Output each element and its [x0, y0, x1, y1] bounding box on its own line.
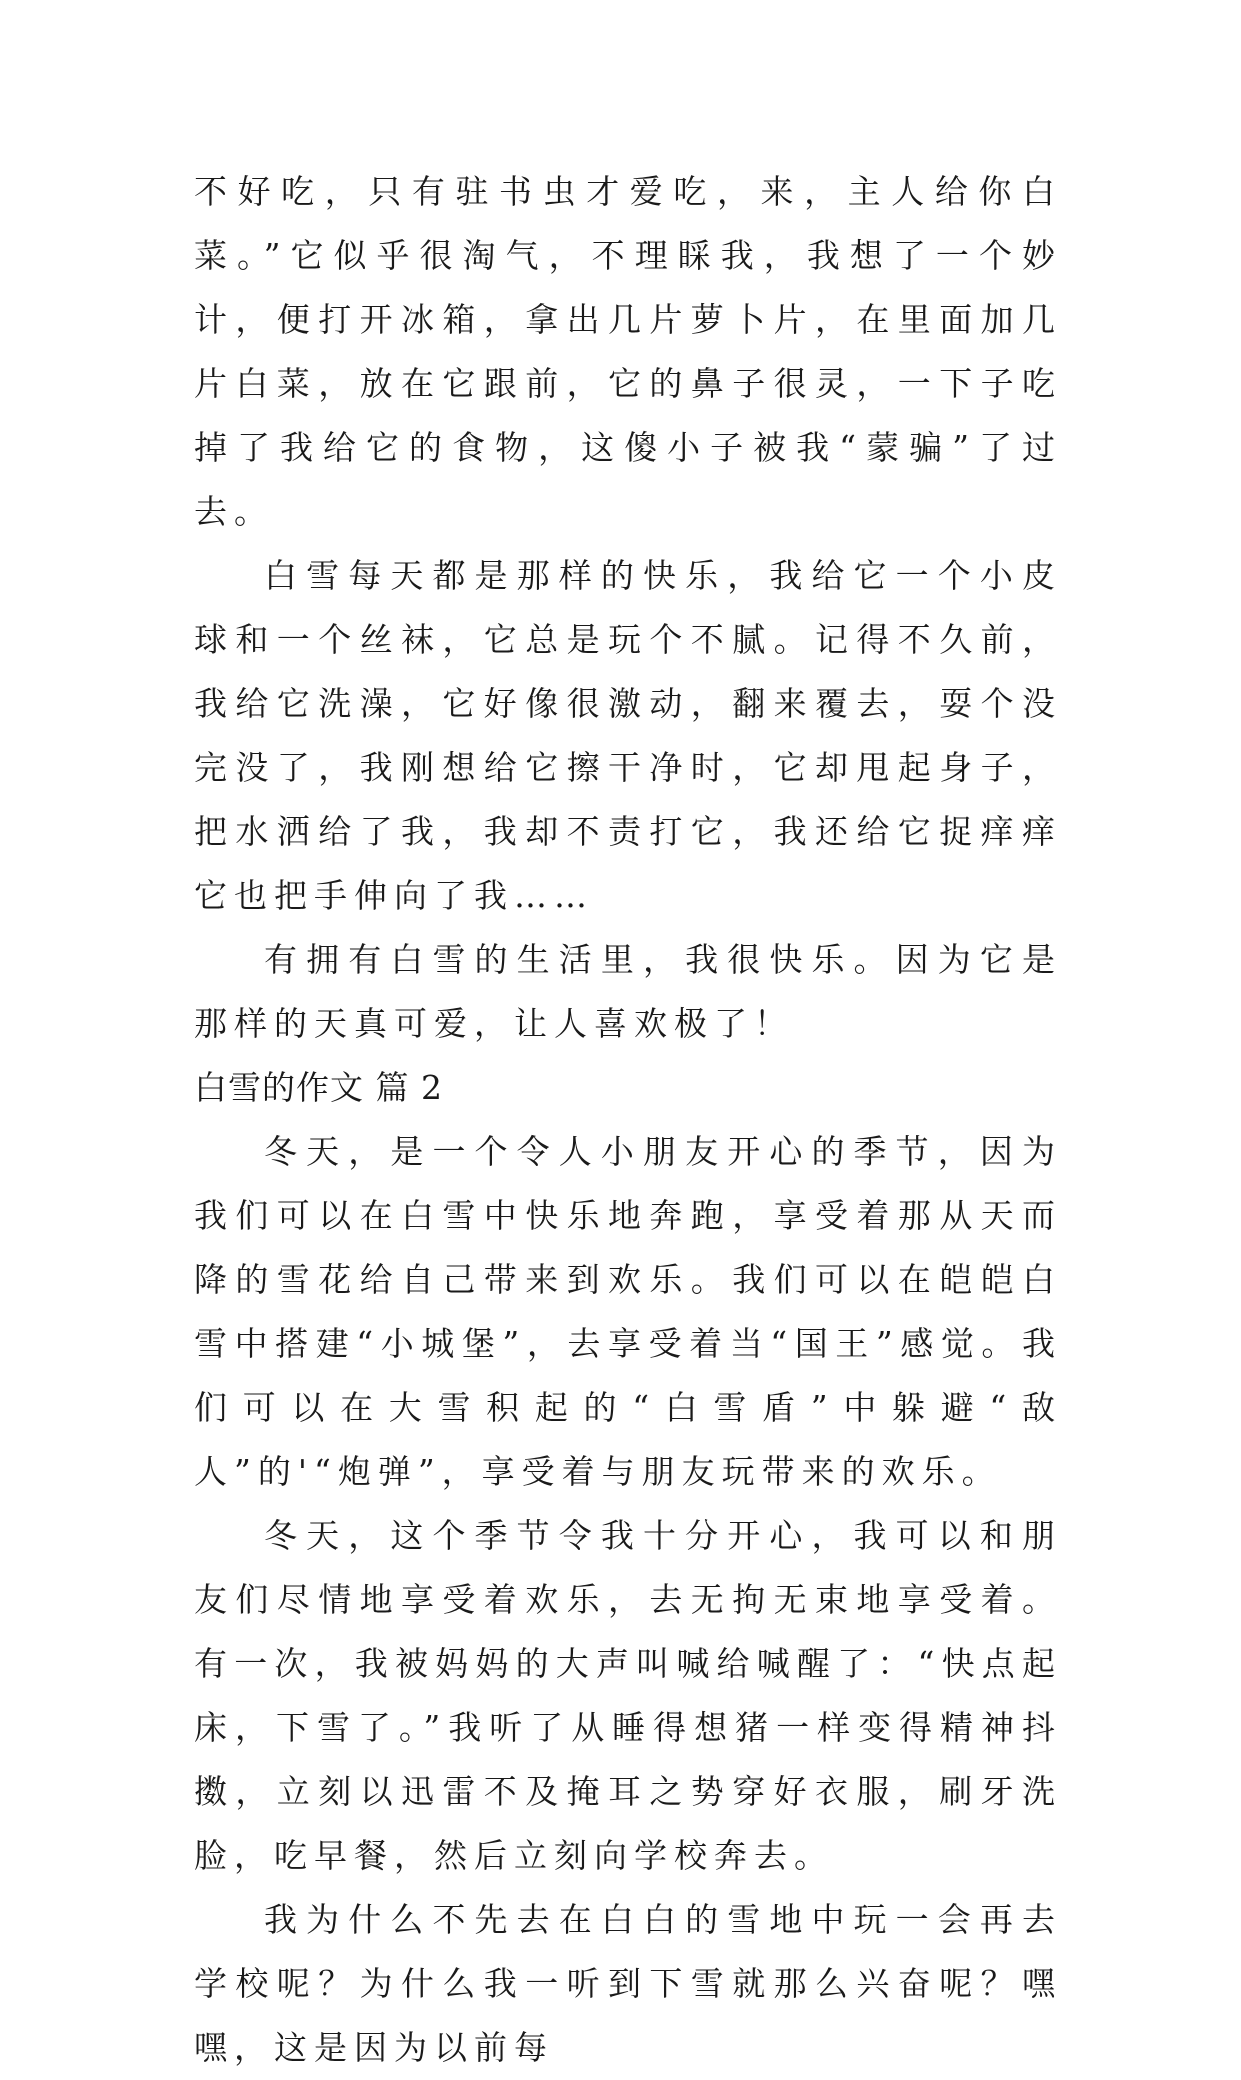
- paragraph-5: 冬天，这个季节令我十分开心，我可以和朋友们尽情地享受着欢乐，去无拘无束地享受着。有一次，我被妈妈的大声叫喊给喊醒了：“快点起床，下雪了。”我听了从睡得想猪一样变得精神抖擞，立刻以迅雷不及掩耳之势穿好衣服，刷牙洗脸，吃早餐，然后立刻向学校奔去。: [194, 1516, 1062, 1875]
- paragraph-2: 白雪每天都是那样的快乐，我给它一个小皮球和一个丝袜，它总是玩个不腻。记得不久前，我给它洗澡，它好像很激动，翻来覆去，耍个没完没了，我刚想给它擦干净时，它却甩起身子，把水洒给了我，我却不责打它，我还给它捉痒痒它也把手伸向了我……: [194, 556, 1062, 915]
- section-heading: 白雪的作文 篇 2: [194, 1068, 443, 1107]
- paragraph-4: 冬天，是一个令人小朋友开心的季节，因为我们可以在白雪中快乐地奔跑，享受着那从天而降的雪花给自己带来到欢乐。我们可以在皑皑白雪中搭建“小城堡”，去享受着当“国王”感觉。我们可以在大雪积起的“白雪盾”中躲避“敌人”的'“炮弹”，享受着与朋友玩带来的欢乐。: [194, 1132, 1062, 1491]
- paragraph-1: 不好吃，只有驻书虫才爱吃，来，主人给你白菜。”它似乎很淘气，不理睬我，我想了一个妙计，便打开冰箱，拿出几片萝卜片，在里面加几片白菜，放在它跟前，它的鼻子很灵，一下子吃掉了我给它的食物，这傻小子被我“蒙骗”了过去。: [194, 172, 1062, 531]
- document-body: [194, 160, 1062, 2080]
- paragraph-3: 有拥有白雪的生活里，我很快乐。因为它是那样的天真可爱，让人喜欢极了！: [194, 940, 1062, 1043]
- paragraph-6: 我为什么不先去在白白的雪地中玩一会再去学校呢？为什么我一听到下雪就那么兴奋呢？嘿嘿，这是因为以前每: [194, 1900, 1062, 2067]
